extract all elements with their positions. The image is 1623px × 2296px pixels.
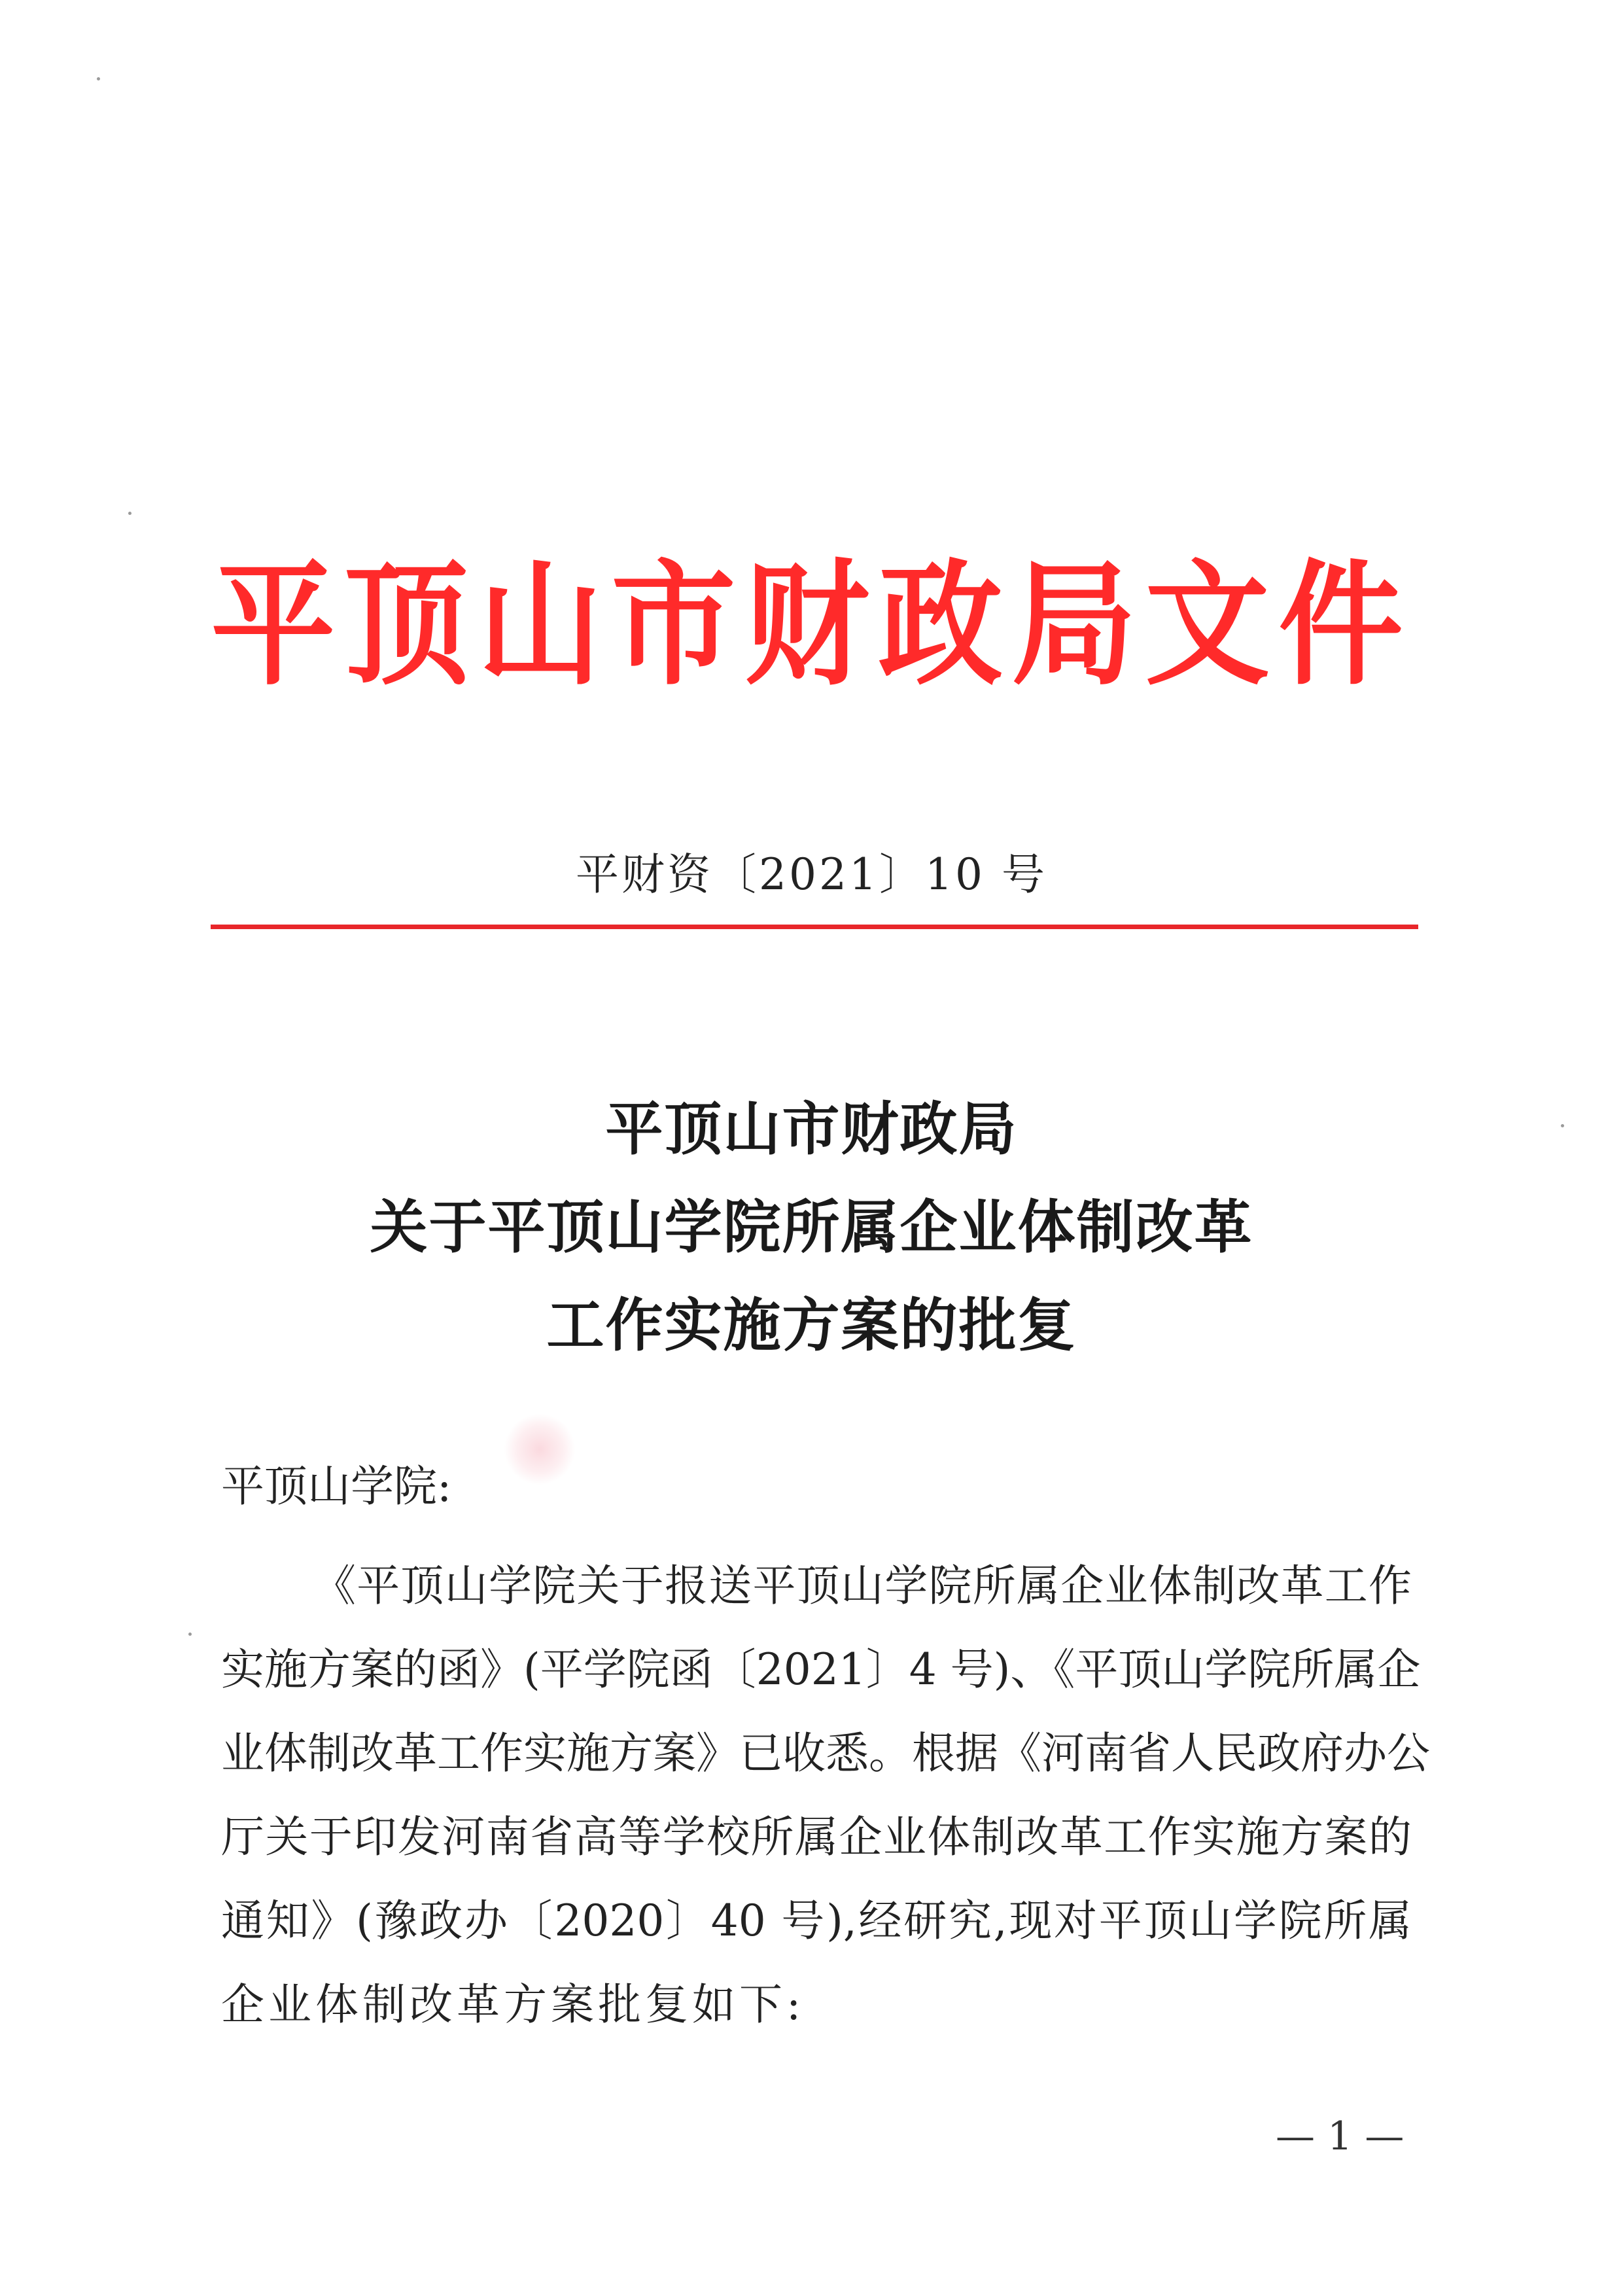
- body-line: 通知》(豫政办〔2020〕40 号),经研究,现对平顶山学院所属: [221, 1896, 1412, 1946]
- salutation: 平顶山学院:: [221, 1461, 452, 1511]
- body-line: 实施方案的函》(平学院函〔2021〕4 号)、《平顶山学院所属企: [221, 1644, 1421, 1695]
- body-line: 《平顶山学院关于报送平顶山学院所属企业体制改革工作: [313, 1561, 1412, 1611]
- scan-speck: [97, 77, 100, 80]
- scan-speck: [128, 512, 131, 515]
- document-title: [0, 1080, 1623, 1374]
- document-number: 平财资〔2021〕10 号: [576, 849, 1047, 900]
- body-line: 业体制改革工作实施方案》已收悉。根据《河南省人民政府办公: [221, 1728, 1430, 1778]
- title-line: 工作实施方案的批复: [546, 1291, 1077, 1359]
- title-line: 关于平顶山学院所属企业体制改革: [370, 1193, 1253, 1261]
- body-paragraph: [221, 1544, 1430, 2047]
- faint-stamp-mark: [504, 1413, 576, 1485]
- body-line: 企业体制改革方案批复如下:: [221, 1979, 805, 2030]
- title-line: 平顶山市财政局: [605, 1095, 1018, 1163]
- body-line: 厅关于印发河南省高等学校所属企业体制改革工作实施方案的: [221, 1812, 1412, 1862]
- scan-speck: [188, 1633, 192, 1636]
- document-masthead: 平顶山市财政局文件: [211, 546, 1412, 703]
- red-divider-rule: [211, 925, 1418, 929]
- page-number: — 1 —: [1276, 2113, 1405, 2159]
